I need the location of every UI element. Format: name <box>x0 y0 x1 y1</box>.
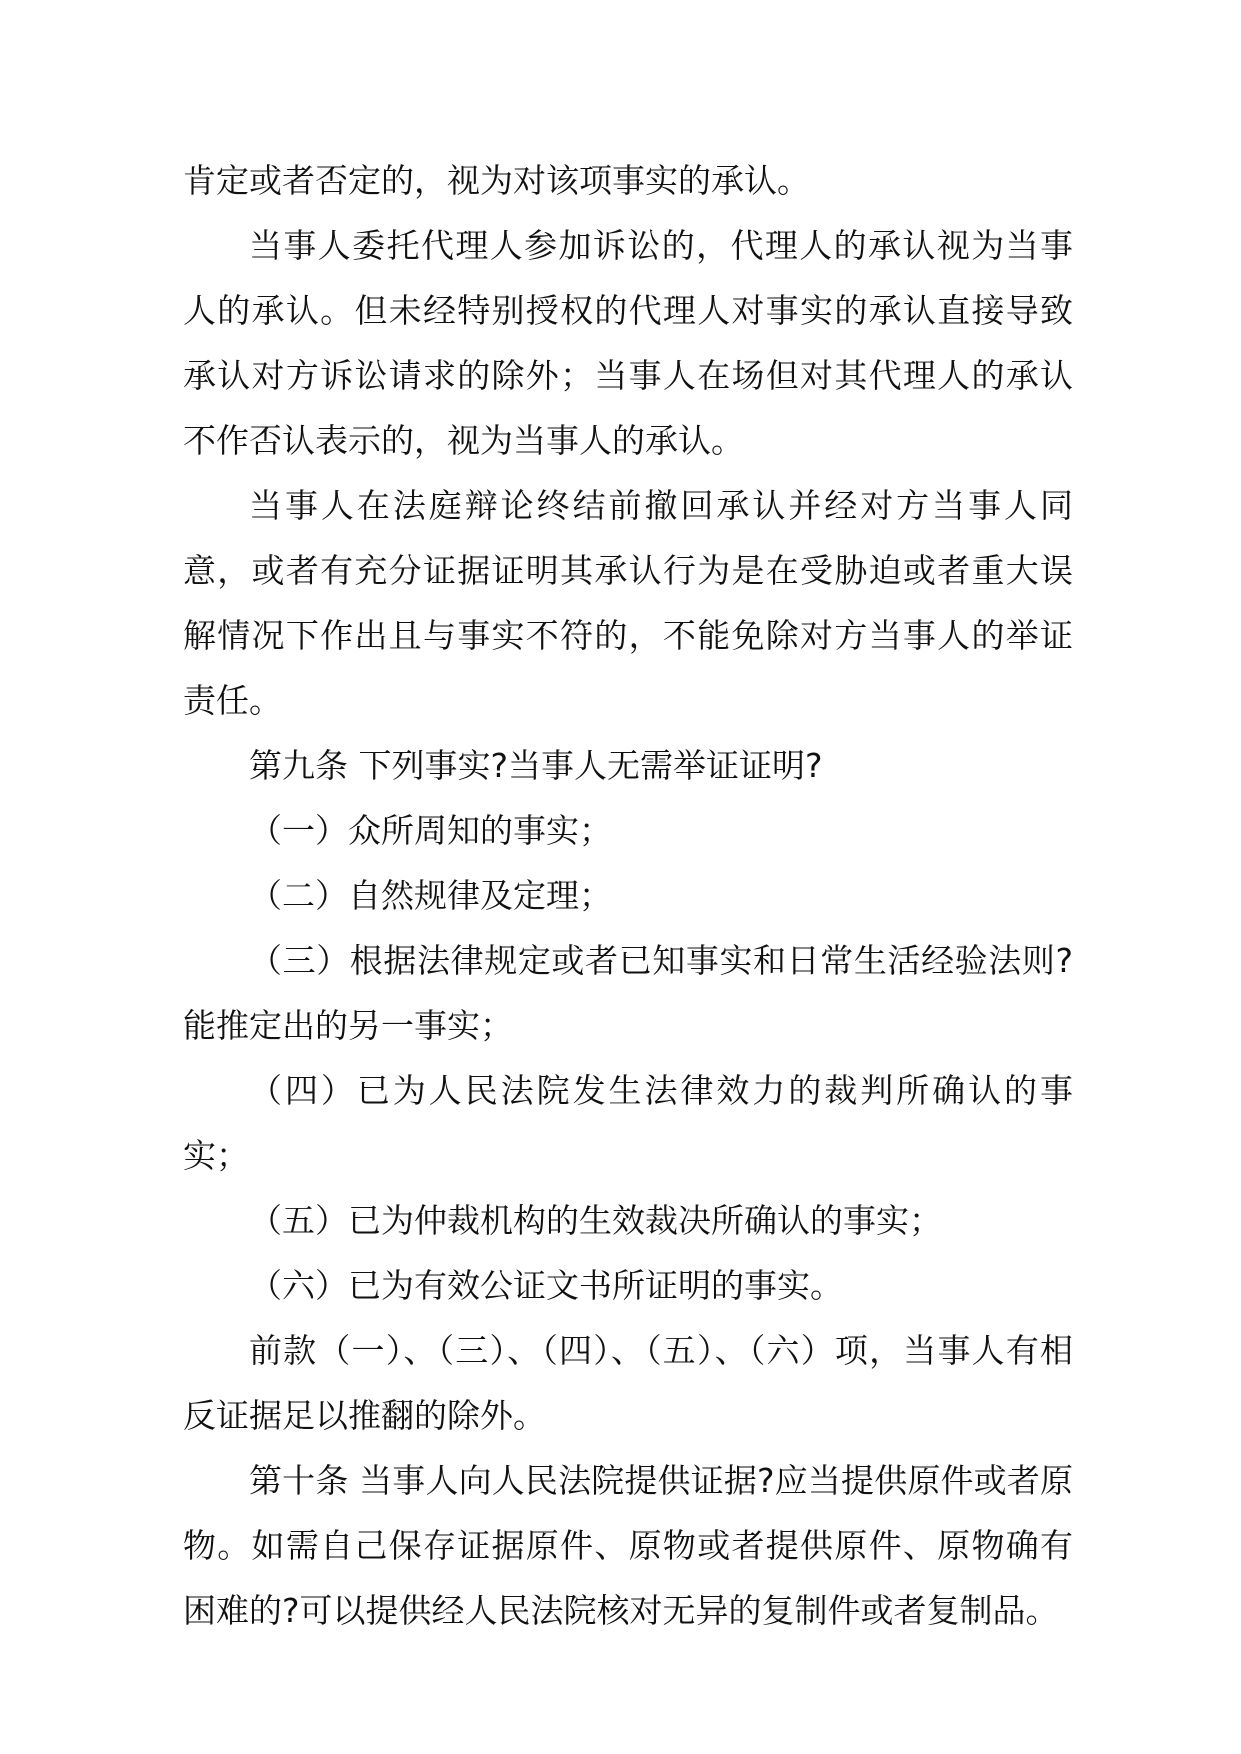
article-10: 第十条 当事人向人民法院提供证据?应当提供原件或者原物。如需自己保存证据原件、原物或者提供原件、原物确有困难的?可以提供经人民法院核对无异的复制件或者复制品。 <box>183 1461 1073 1630</box>
article-9-item-2: （二）自然规律及定理； <box>249 876 612 915</box>
article-9-item-1: （一）众所周知的事实； <box>249 811 612 850</box>
document-body <box>183 148 1073 1643</box>
article-9-item-4: （四）已为人民法院发生法律效力的裁判所确认的事实； <box>183 1071 1073 1175</box>
paragraph-continuation: 肯定或者否定的，视为对该项事实的承认。 <box>183 161 810 200</box>
article-9-item-6: （六）已为有效公证文书所证明的事实。 <box>249 1266 843 1305</box>
article-9-item-5: （五）已为仲裁机构的生效裁决所确认的事实； <box>249 1201 942 1240</box>
article-9-item-3: （三）根据法律规定或者已知事实和日常生活经验法则?能推定出的另一事实； <box>183 941 1073 1045</box>
paragraph-withdraw-admission: 当事人在法庭辩论终结前撤回承认并经对方当事人同意，或者有充分证据证明其承认行为是在受胁迫或者重大误解情况下作出且与事实不符的，不能免除对方当事人的举证责任。 <box>183 486 1073 720</box>
article-9-exception: 前款（一）、（三）、（四）、（五）、（六）项，当事人有相反证据足以推翻的除外。 <box>183 1331 1073 1435</box>
paragraph-agent-admission: 当事人委托代理人参加诉讼的，代理人的承认视为当事人的承认。但未经特别授权的代理人对事实的承认直接导致承认对方诉讼请求的除外；当事人在场但对其代理人的承认不作否认表示的，视为当事人的承认。 <box>183 226 1073 460</box>
article-9-heading: 第九条 下列事实?当事人无需举证证明? <box>249 746 823 785</box>
